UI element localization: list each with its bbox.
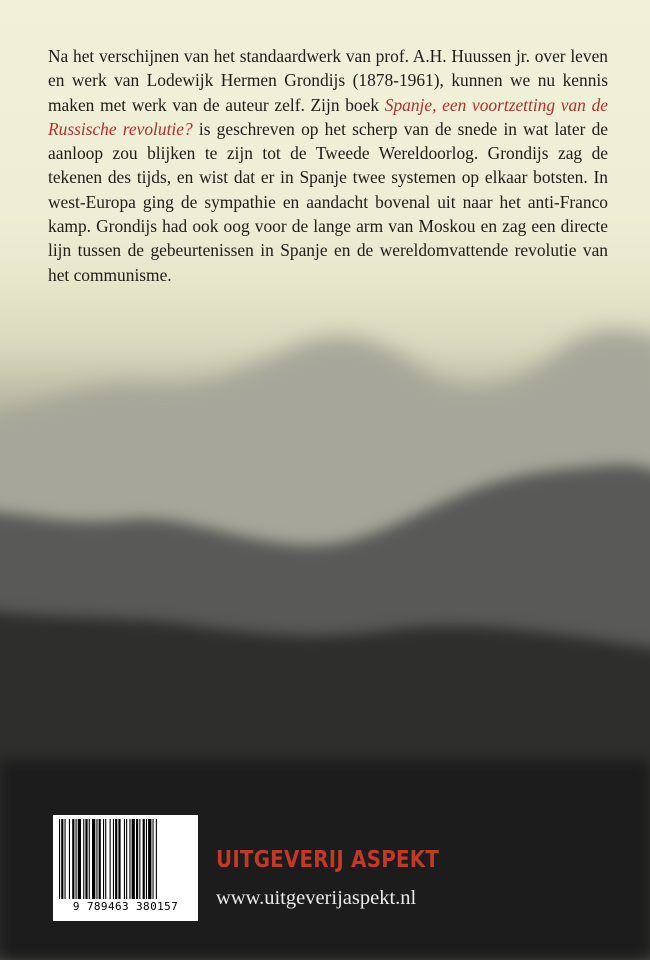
isbn-number: 9 789463 380157 bbox=[72, 900, 179, 913]
publisher-website: www.uitgeverijaspekt.nl bbox=[216, 887, 417, 909]
publisher-name: UITGEVERIJ ASPEKT bbox=[216, 847, 440, 873]
isbn-barcode bbox=[53, 815, 198, 921]
barcode-bars bbox=[59, 819, 192, 899]
book-title: Spanje, een voortzetting van de Russische revolutie? bbox=[48, 94, 608, 139]
blurb-intro: Na het verschijnen van het standaardwerk van prof. A.H. Huussen jr. over leven en werk van Lodewijk Hermen Grondijs (1878-1961), kunnen we nu kennis maken met werk van de auteur zelf. Zijn boek bbox=[48, 46, 608, 115]
blurb-body: is geschreven op het scherp van de snede in wat later de aanloop zou blijken te zijn tot de Tweede Wereldoorlog. Grondijs zag de tekenen des tijds, en wist dat er in Spanje twee systemen op elkaar botsten. In west-Europa ging de sympathie en aandacht bovenal uit naar het anti-Franco kamp. Grondijs had ook oog voor de lange arm van Moskou en zag een directe lijn tussen de gebeurtenissen in Spanje en de wereldomvattende revolutie van het communisme. bbox=[48, 118, 608, 285]
back-cover-blurb bbox=[48, 44, 608, 287]
